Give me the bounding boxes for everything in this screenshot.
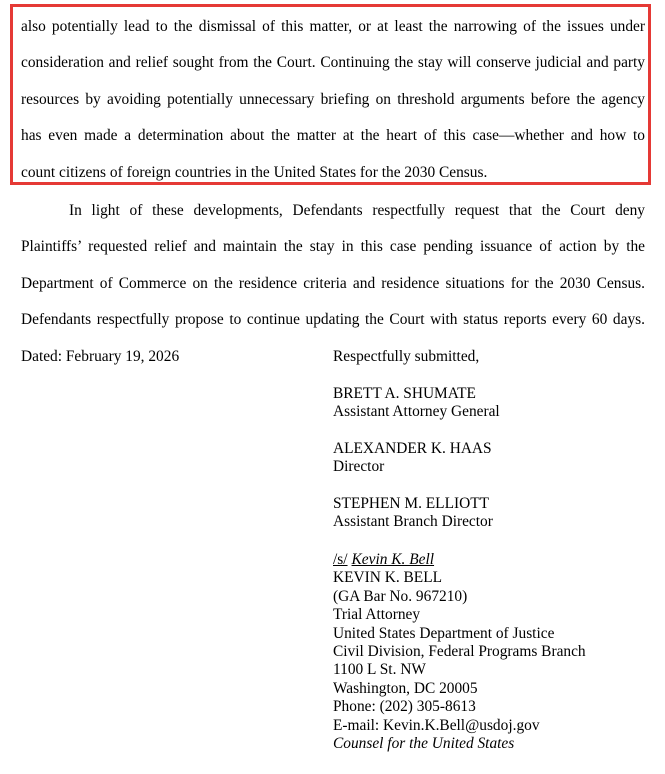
organization-line-2: Civil Division, Federal Programs Branch — [333, 643, 586, 661]
signer2-name: ALEXANDER K. HAAS — [333, 440, 492, 457]
bar-number: (GA Bar No. 967210) — [333, 587, 468, 605]
paragraph2-line-2: Plaintiffs’ requested relief and maintain the stay in this case pending issuance of action by the — [21, 238, 645, 255]
esign-name: Kevin K. Bell — [351, 551, 435, 568]
dated-line: Dated: February 19, 2026 — [21, 348, 180, 365]
paragraph2-line-3: Department of Commerce on the residence criteria and residence situations for the 2030 Census. — [21, 275, 645, 292]
organization-line-1: United States Department of Justice — [333, 624, 555, 642]
counsel-designation: Counsel for the United States — [333, 735, 515, 753]
signer4-title: Trial Attorney — [333, 606, 421, 624]
signer-alexander-haas — [333, 440, 653, 477]
signer-brett-shumate — [333, 385, 653, 422]
paragraph1-line-1: also potentially lead to the dismissal of this matter, or at least the narrowing of the issues under — [21, 18, 645, 35]
paragraph1-line-3: resources by avoiding potentially unnecessary briefing on threshold arguments before the agency — [21, 91, 645, 108]
signer1-title: Assistant Attorney General — [333, 403, 500, 421]
address-line-1: 1100 L St. NW — [333, 661, 426, 679]
esign-prefix: /s/ — [333, 551, 348, 568]
address-line-2: Washington, DC 20005 — [333, 679, 478, 697]
closing: Respectfully submitted, — [333, 348, 480, 365]
email-address: E-mail: Kevin.K.Bell@usdoj.gov — [333, 716, 540, 734]
paragraph2-line-1: In light of these developments, Defendants respectfully request that the Court deny — [69, 202, 645, 219]
signer-kevin-bell — [333, 551, 653, 753]
signer4-name: KEVIN K. BELL — [333, 569, 442, 587]
paragraph1-line-2: consideration and relief sought from the Court. Continuing the stay will conserve judicial and party — [21, 54, 645, 71]
signer2-title: Director — [333, 458, 385, 476]
signature-block — [333, 347, 653, 367]
paragraph2-line-4: Defendants respectfully propose to continue updating the Court with status reports every 60 days. — [21, 311, 645, 328]
signer3-title: Assistant Branch Director — [333, 513, 493, 531]
signer3-name: STEPHEN M. ELLIOTT — [333, 495, 490, 512]
signer1-name: BRETT A. SHUMATE — [333, 385, 476, 402]
electronic-signature — [333, 551, 653, 569]
phone-number: Phone: (202) 305-8613 — [333, 698, 476, 716]
paragraph1-line-5: count citizens of foreign countries in the United States for the 2030 Census. — [21, 164, 488, 181]
paragraph1-line-4: has even made a determination about the matter at the heart of this case—whether and how to — [21, 127, 645, 144]
signer-stephen-elliott — [333, 495, 653, 532]
